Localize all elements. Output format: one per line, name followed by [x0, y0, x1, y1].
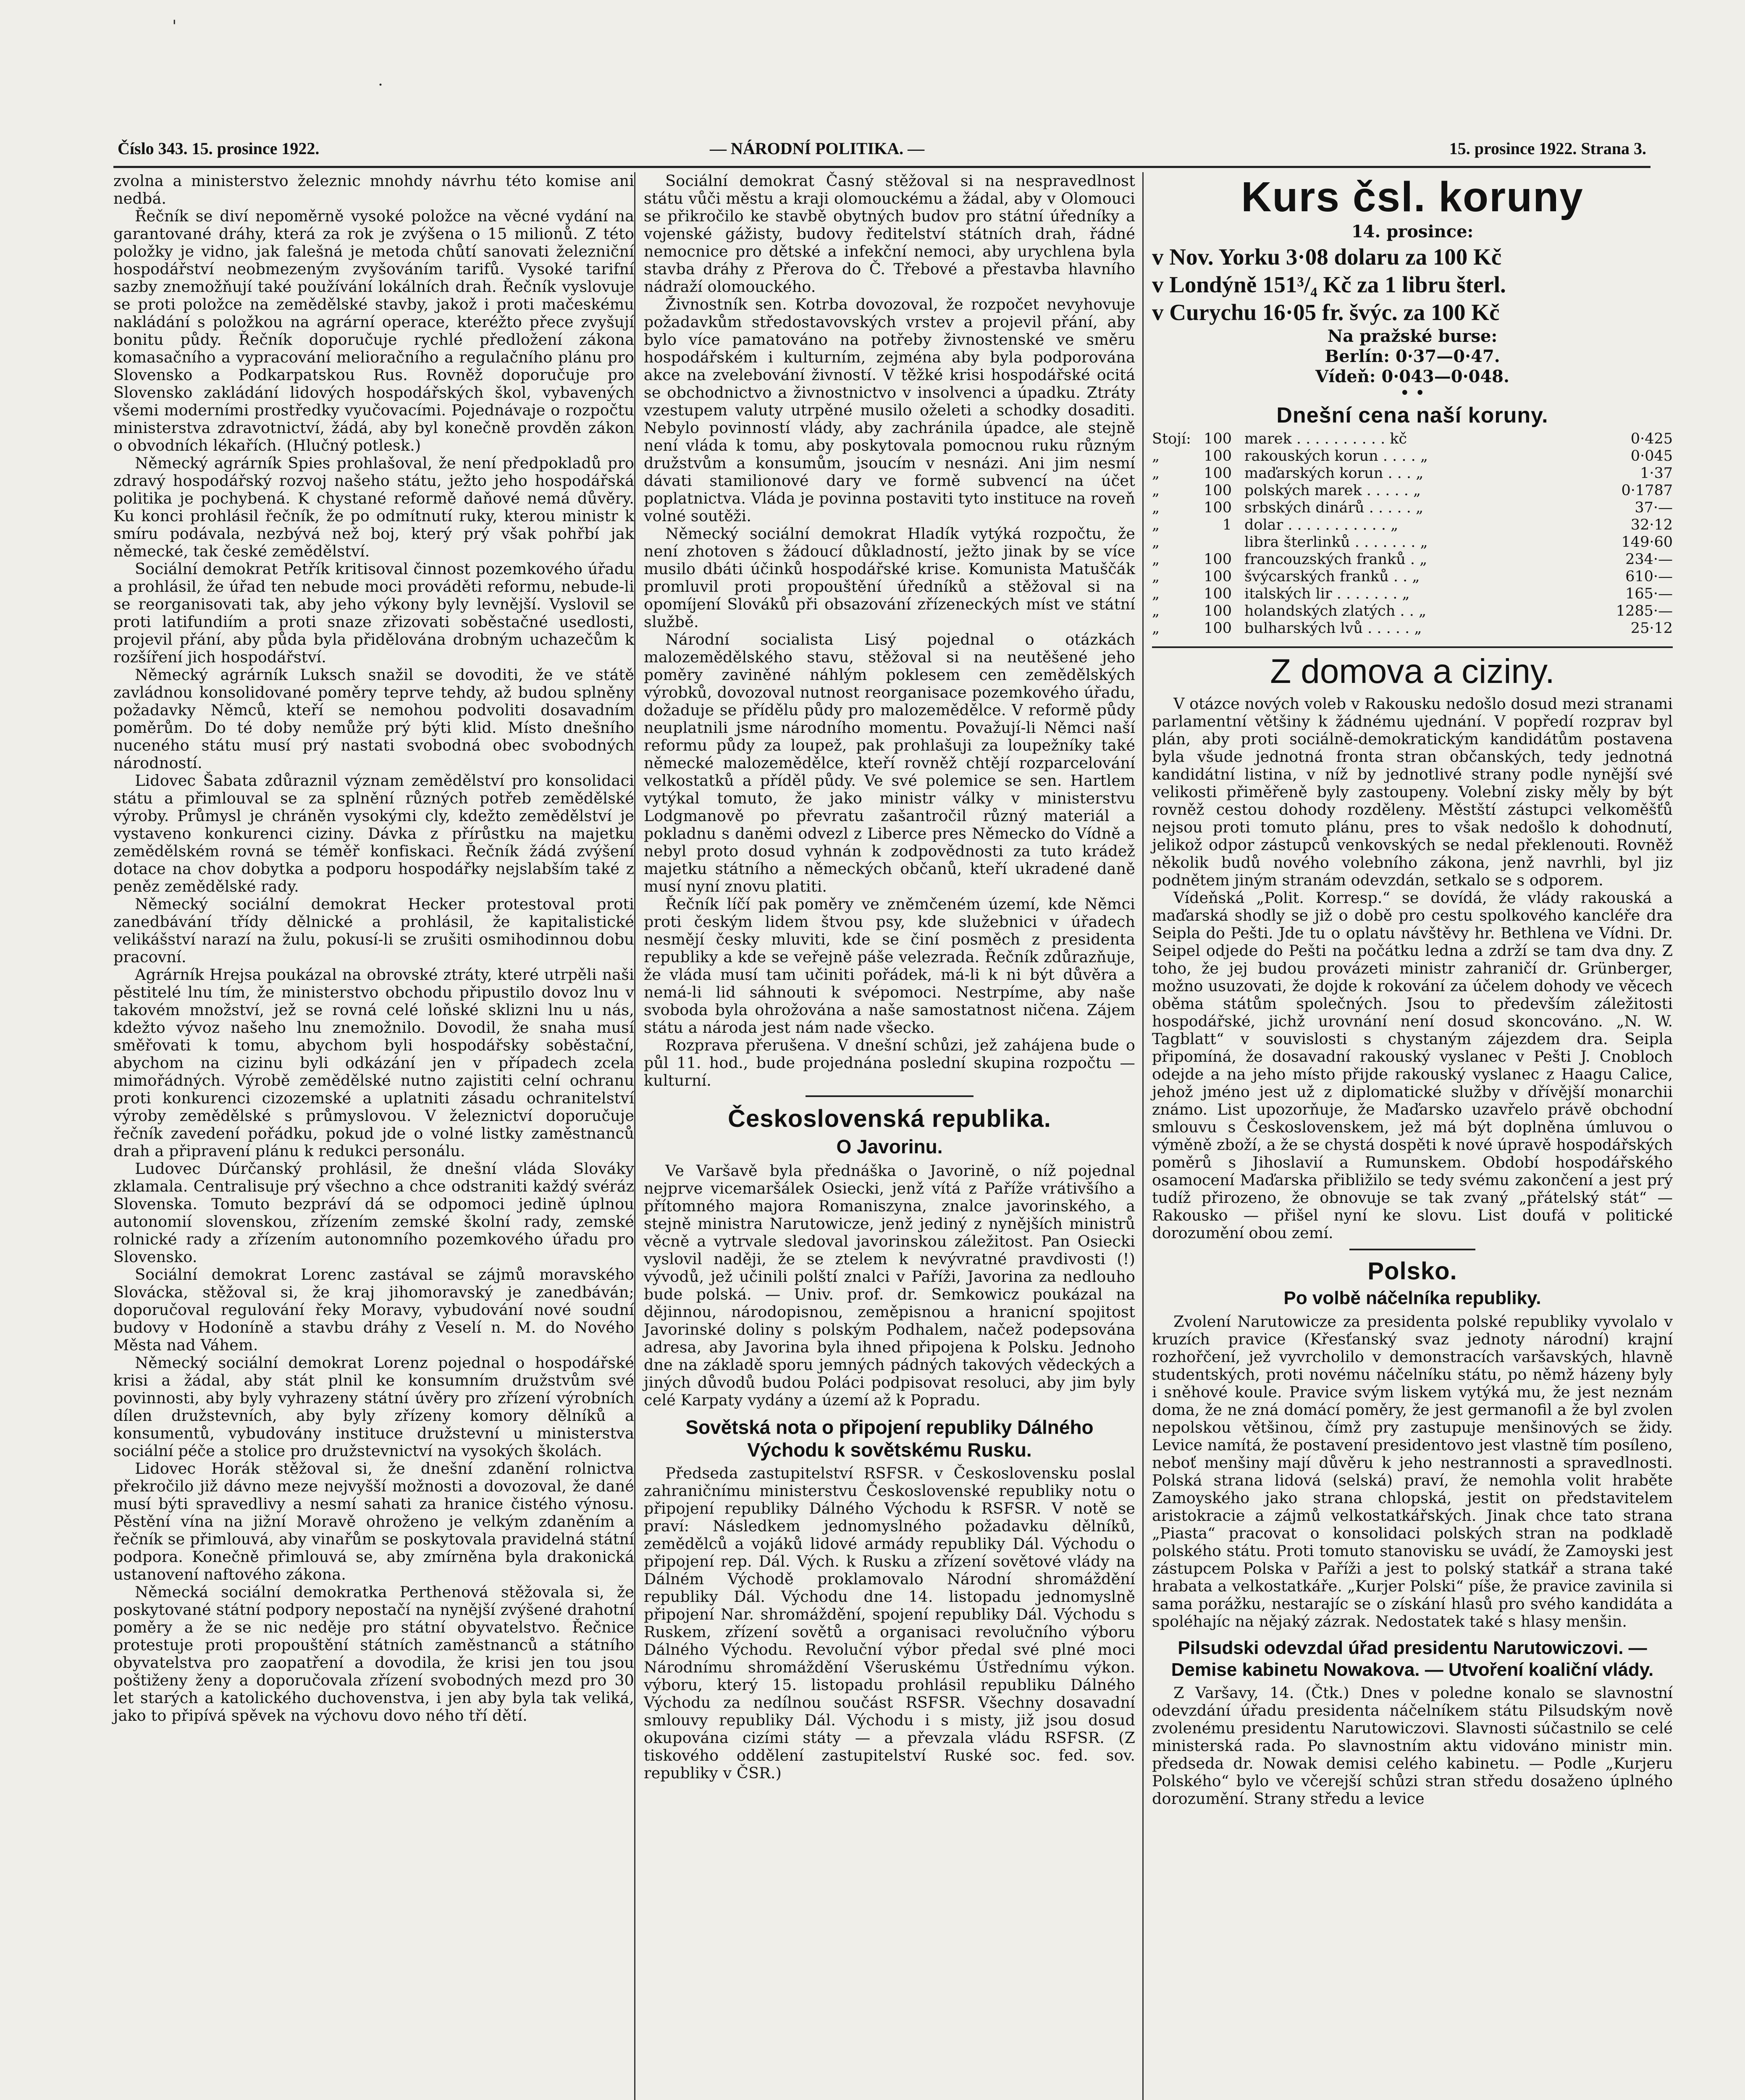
rate-unit: švýcarských franků . . „ — [1244, 568, 1420, 585]
section-title-poland: Polsko. — [1367, 1257, 1457, 1285]
paragraph: Národní socialista Lisý pojednal o otázkách malozemědělského stavu, stěžoval si na neutěšené jeho poměry zaviněné náhlým poklesem cen zemědělských výrobků, dovozoval nutnost reorganisace pozemkového úřadu, dožaduje se přídělu půdy pro malozemědělce. V reformě půdy neuplatnili jsme národního momentu. Považují-li Němci naší reformu půdy za loupež, pak prohlašuji za loupežníky také německé malozemědělce, kteří rovněž chtějí rozparcelování velkostatků a příděl půdy. Ve své polemice se sen. Hartlem vytýkal tomuto, že jako ministr války v ministerstvu Lodgmanově po převratu zašantročil různý materiál a pokladnu s daněmi odvezl z Liberce pres Německo do Vídně a nebyl proto dosud vyhnán k zodpovědnosti za tuto krádež majetku státního a německých občanů, kteří ukradené daně musí nyní znovu platiti. — [644, 630, 1135, 895]
rate-prefix: „ — [1152, 534, 1160, 551]
header-rule — [113, 166, 1651, 168]
rate-quantity — [1192, 534, 1232, 551]
paragraph: Vídeňská „Polit. Korresp.“ se dovídá, že vlády rakouská a maďarská shodly se již o době pro cestu spolkového kancléře dra Seipla do Pešti. Jde tu o oplatu návštěvy hr. Bethlena ve Vídni. Dr. Seipel odjede do Pešti na počátku ledna a zdrží se tam dva dny. Z toho, že jej budou provázeti ministr zahraničí dr. Grünberger, možno usuzovati, že dojde k rokování za účelem dohody ve věcech oběma státům společných. Jsou to především záležitosti hospodářské, jichž urovnání není dosud skoncováno. „N. W. Tagblatt“ v souvislosti s chystaným zájezdem dra. Seipla připomíná, že dosavadní rakouský vyslanec v Pešti J. Cnobloch odejde a na jeho místo přijde rakouský vyslanec z Haagu Calice, jehož jméno jest už z diplomatické služby v dřívější monarchii známo. List upozorňuje, že Maďarsko uzavřelo právě obchodní smlouvu s Československem, jež má být doplněna úmluvou o výměně zboží, a že se chystá dospěti k nové úpravě hospodářských poměrů s Jihoslavií a Rumunskem. Období hospodářského osamocení Maďarska přibližilo se tedy svému zakončení a jest prý tudíž přirozeno, že obnovuje se tak zvaný „přátelský stát“ — Rakousko — přišel nyní ke slovu. List doufá v politické dorozumění obou zemí. — [1152, 889, 1673, 1242]
article-body-election: Zvolení Narutowicze za presidenta polské republiky vyvolalo v kruzích pravice (Křesťanský svaz jednoty národní) krajní rozhořčení, jež vyvrcholilo v demonstracích varšavských, hlavně studentských, proti novému náčelníku státu, po němž házeny byly i sněhové koule. Pravice svým liskem vytýká mu, že jest neznám doma, že ne zná domácí poměry, že jest germanofil a že byl zvolen nepolskou většinou, čímž pry zastupuje menšinových se židy. Levice namítá, že postavení presidentovo jest vlastně tím posíleno, neboť menšiny mají důvěru k jeho nestrannosti a spravedlnosti. Polská strana lidová (selská) praví, že nemohla volit hraběte Zamoyského jako strana chlopská, jestit on představitelem aristokracie a zájmů velkostatkářských. Jinak chce tato strana „Piasta“ pracovat o konsolidaci polských stran na podkladě polského státu. Proti tomuto stanovisku se uvádí, že Zamoyski jest zástupcem Polska v Paříži a jest to polský statkář a strana také hrabata a velkostatkáře. „Kurjer Polski“ píše, že pravice zavinila si sama porážku, nestarajíc se o získání hlasů pro svého kandidáta a spoléhajíc na nějaký zázrak. Nedostatek také s hlasy menšin. — [1152, 1312, 1673, 1630]
crown-price-table — [1152, 430, 1673, 637]
rate-row — [1152, 620, 1673, 637]
rate-prefix: „ — [1152, 551, 1160, 568]
paragraph: Lidovec Šabata zdůraznil význam zemědělství pro konsolidaci státu a přimlouval se za splnění různých potřeb zemědělské výroby. Průmysl je chráněn vysokými cly, kdežto zemědělství je vystaveno konkurenci ciziny. Dávka z přírůstku na majetku zemědělském rovná se téměř konfiskaci. Řečník žádá zvýšení dotace na chov dobytka a podporu hospodářky nejslabším také z peněz zemědělské rady. — [113, 772, 634, 895]
home-abroad-articles — [1152, 695, 1673, 1242]
paragraph: Německá sociální demokratka Perthenová stěžovala si, že poskytované státní podpory nepostačí na nynější zvýšené drahotní poměry a že se nic neděje pro státní obyvatelstvo. Řečnice protestuje proti propouštění státních zaměstnanců a státního obyvatelstva pro zaopatření a dovodila, že krisi jen tou jsou poštiženy ženy a doporučovala zřízení svobodných mezd pro 30 let starých a katolického duchovenstva, i jen aby byla tak veliká, jako to připívá spěvek na výchovu dovo ného tří dětí. — [113, 1583, 634, 1725]
rate-unit: italských lir . . . . . . . „ — [1244, 585, 1410, 602]
paragraph: Agrárník Hrejsa poukázal na obrovské ztráty, které utrpěli naši pěstitelé lnu tím, že ministerstvo obchodu připustilo dovoz lnu v takovém množství, jež se rovná celé loňské sklizni lnu u nás, kdežto vývoz našeho lnu znemožnilo. Dovodil, že snaha musí směřovati k tomu, abychom byli hospodářsky soběstační, abychom na cizinu byli odkázání jen v případech zcela mimořádných. Výrobě zemědělské nutno zajistiti celní ochranu proti konkurenci cizozemské a uplatniti zásadu ochranitelství výroby zemědělské s průmyslovou. V železnictví doporučuje řečník zavedení pořádku, pokud jde o volné listky zaměstnanců drah a připravení plánu k redukci personálu. — [113, 966, 634, 1160]
rate-quantity: 100 — [1204, 465, 1232, 482]
rate-vienna: Vídeň: 0·043—0·048. — [1315, 367, 1509, 386]
article-title-election: Po volbě náčelníka republiky. — [1283, 1288, 1541, 1308]
section-divider — [1152, 646, 1673, 648]
article-title-pilsudski: Pilsudski odevzdal úřad presidentu Narutowiczovi. — Demise kabinetu Nowakova. — Utvoření koaliční vlády. — [1171, 1638, 1654, 1680]
paragraph: V otázce nových voleb v Rakousku nedošlo dosud mezi stranami parlamentní většiny k žádnému ujednání. V popředí rozprav byl plán, aby proti sociálně-demokratickým kandidátům postavena byla všude jednotná fronta stran občanských, tedy jednotná kandidátní listina, v níž by jednotlivé strany podle nynější své velikosti přiměřeně byly zastoupeny. Volební zisky měly by být rovněž cestou dohody rozděleny. Městští zástupci velkoměšťů nejsou proti tomuto plánu, pres to však nedošlo k dohodnutí, jelikož odpor zástupců venkovských se nedal překlenouti. Rovněž několik budů nového volebního zákona, jenž navrhli, byl jiz podnětem jiným stranám odevzdán, setkalo se s odporem. — [1152, 695, 1673, 889]
rate-quantity: 100 — [1204, 448, 1232, 465]
rate-row — [1152, 534, 1673, 551]
newspaper-title: — NÁRODNÍ POLITIKA. — — [710, 139, 925, 158]
section-title-cs-republic: Československá republika. — [728, 1105, 1051, 1132]
rate-quantity: 100 — [1204, 499, 1232, 516]
crown-price-title: Dnešní cena naší koruny. — [1276, 403, 1548, 428]
rate-unit: dolar . . . . . . . . . . . „ — [1244, 517, 1399, 533]
rate-unit: francouzských franků . „ — [1244, 551, 1427, 568]
rate-unit: marek . . . . . . . . . . kč — [1244, 430, 1407, 447]
column-1 — [113, 172, 634, 2100]
rate-value: 149·60 — [1621, 534, 1673, 551]
paragraph: Německý agrárník Spies prohlašoval, že není předpokladů pro zdravý hospodářský rozvoj našeho státu, ježto jeho hospodářská politika je pochybená. K chystané reformě daňové nemá důvěry. Ku konci prohlásil řečník, že po odmítnutí ruky, kterou ministr k smíru podávala, nezbývá než boj, který prý však pohřbí jak německé, tak české zemědělství. — [113, 454, 634, 560]
rate-row — [1152, 517, 1673, 534]
rate-unit: holandských zlatých . . „ — [1244, 603, 1427, 620]
rate-unit: bulharských lvů . . . . . „ — [1244, 620, 1422, 637]
currency-rate-date: 14. prosince: — [1351, 222, 1474, 242]
article-title-javorina: O Javorinu. — [836, 1136, 943, 1158]
rate-row — [1152, 448, 1673, 465]
rate-unit: srbských dinárů . . . . . „ — [1244, 499, 1424, 516]
section-divider — [806, 1095, 974, 1097]
paragraph: Německý sociální demokrat Hladík vytýká rozpočtu, že není zhotoven s žádoucí důkladností, ježto jinak by se více musilo dbáti účinků hospodářské krise. Komunista Matuščák promluvil proti propouštění úředníků a stěžoval si na opomíjení Slováků při obsazování zřízeneckých míst ve státní službě. — [644, 525, 1135, 631]
rate-unit: rakouských korun . . . . „ — [1244, 448, 1428, 465]
paragraph: Německý agrárník Luksch snažil se dovoditi, že ve státě zavládnou konsolidované poměry teprve tehdy, až budou splněny požadavky Němců, kteří se nemohou podvoliti dosavadním poměrům. Do té doby nemůže prý býti klid. Místo dnešního nuceného státu musí prý nastati svobodná obec svobodných národností. — [113, 666, 634, 772]
paragraph: Sociální demokrat Petřík kritisoval činnost pozemkového úřadu a prohlásil, že úřad ten nebude moci prováděti reformu, nebude-li se reorganisovati tak, aby jeho výkony byly levnější. Vyslovil se proti latifundiím a proti snaze zřizovati soběstačné usedlosti, projevil přání, aby půda byla přidělována drobným uchazečům k rozšíření jich hospodářství. — [113, 560, 634, 666]
rate-prefix: „ — [1152, 603, 1160, 620]
article-body-javorina: Ve Varšavě byla přednáška o Javorině, o níž pojednal nejprve vicemaršálek Osiecki, jenž vítá z Paříže vrátivšího a přítomného majora Romaniszyna, znalce javorinského, a stejně ministra Narutowicze, jenž jediný z nynějších ministrů věcně a vytrvale sledoval javorinskou záležitost. Pan Osiecki vyslovil naději, že se ztelem k nevývratné pravdivosti (!) vývodů, jež učinili polští znalci v Paříži, Javorina za nedlouho bude polská. — Univ. prof. dr. Semkowicz poukázal na dějinnou, národopisnou, zeměpisnou a hranicní spojitost Javorinské doliny s polským Podhalem, načež podepsována adresa, aby Javorina byla ihned připojena k Polsku. Jednoho dne na základě sporu jemných pádných takových vědeckých a jiných důvodů budou Poláci podpisovat resoluci, aby jim byly celé Karpaty vydány a území až k Popradu. — [644, 1162, 1135, 1409]
rate-value: 25·12 — [1630, 620, 1673, 637]
prague-exchange-heading: Na pražské burse: — [1327, 326, 1498, 346]
rate-quantity: 100 — [1204, 568, 1232, 585]
separator-dots: • • — [1400, 383, 1425, 403]
paragraph: Živnostník sen. Kotrba dovozoval, že rozpočet nevyhovuje požadavkům středostavovských vrstev a projevil přání, aby bylo více pamatováno na potřeby živnostenské ve směru hospodářském i kulturním, zejména aby byla podporována akce na zvelebování živností. V těžké krisi hospodářské ocitá se obchodnictvo a živnostnictvo v insolvenci a úpadku. Ztráty vzestupem valuty utrpěné musilo oželeti a schodky dosaditi. Nebylo povinností vlády, aby zachránila úpadce, ale stejně není vláda k tomu, aby poskytovala pomocnou ruku různým družstvům a konsumům, jsoucím v nesnázi. Ani jim nesmí dávati stamilionové dary ve formě subvencí na účet poplatnictva. Vláda je povinna postaviti tyto instituce na roveň volné soutěži. — [644, 295, 1135, 525]
rate-quantity: 100 — [1204, 585, 1232, 602]
rate-value: 1·37 — [1640, 465, 1673, 482]
paragraph: Lidovec Horák stěžoval si, že dnešní zdanění rolnictva překročilo již dávno meze nejvyšší možnosti a dovozoval, že dané musí býti spravedlivy a nesmí sahati za hranice čistého výnosu. Pěstění vína na jižní Moravě ohroženo je velkým zdaněním a řečník se přimlouvá, aby vinařům se poskytovala pravidelná státní podpora. Konečně přimlouvá se, aby zmírněna byla drakonická ustanovení naftového zákona. — [113, 1460, 634, 1583]
paragraph: Řečník líčí pak poměry ve zněmčeném území, kde Němci proti českým lidem štvou psy, kde služebnici v úřadech nesmějí česky mluviti, kde se činí posměch z presidenta republiky a kde se veřejně páše velezrada. Řečník zdůrazňuje, že vláda musí tam učiniti pořádek, má-li k ni být důvěra a nemá-li lid sáhnouti k svépomoci. Nestrpíme, aby naše svoboda byla ohrožována a naše samostatnost ničena. Zájem státu a národa jest nám nade všecko. — [644, 895, 1135, 1037]
column-2 — [634, 172, 1135, 2100]
rate-quantity: 100 — [1204, 620, 1232, 637]
rate-quantity: 1 — [1222, 517, 1232, 533]
rate-value: 610·— — [1625, 568, 1673, 585]
rate-berlin: Berlín: 0·37—0·47. — [1325, 346, 1500, 366]
paragraph: Sociální demokrat Lorenc zastával se zájmů moravského Slovácka, stěžoval si, že kraj jihomoravský je zanedbáván; doporučoval regulování řeky Moravy, vybudování nové soudní budovy v Hodoníně a stavbu dráhy z Veselí n. M. do Nového Města nad Váhem. — [113, 1265, 634, 1354]
paragraph: Řečník se diví nepoměrně vysoké položce na věcné vydání na garantované dráhy, která za rok je zvýšena o 15 milionů. Z této položky je vidno, jak falešná je metoda chůtí sanovati železniční hospodářství neobmezeným zvyšováním tarifů. Vysoké tarifní sazby znemožňují také používání lokálních drah. Řečník vyslovuje se proti položce na zemědělské stavby, jakož i proti mačeskému nakládání s položkou na agrární operace, kteréžto přece zvyšují bonitu půdy. Řečník doporučuje rychlé předložení zákona komasačního a vypracování melioračního a regulačního plánu pro Slovensko a Podkarpatskou Rus. Rovněž doporučuje pro Slovensko zakládání lidových hospodářských škol, vybavených všemi moderními prostředky vyučovacími. Pojednávaje o rozpočtu ministerstva zdravotnictví, žádá, aby byl konečně provděn zákon o obvodních lékařích. (Hlučný potlesk.) — [113, 207, 634, 454]
rate-prefix: „ — [1152, 568, 1160, 585]
rate-london: v Londýně 151³/₄ Kč za 1 libru šterl. — [1152, 272, 1506, 297]
rate-value: 32·12 — [1630, 517, 1673, 533]
rate-row — [1152, 585, 1673, 603]
scan-mark: · — [378, 76, 383, 94]
rate-prefix: „ — [1152, 448, 1160, 465]
rate-row — [1152, 568, 1673, 585]
article-title-soviet-note: Sovětská nota o připojení republiky Dálného Východu k sovětskému Rusku. — [685, 1416, 1094, 1461]
rate-new-york: v Nov. Yorku 3·08 dolaru za 100 Kč — [1152, 244, 1502, 270]
rate-prefix: „ — [1152, 499, 1160, 516]
rate-row — [1152, 482, 1673, 499]
paragraph: Ludovec Dúrčanský prohlásil, že dnešní vláda Slováky zklamala. Centralisuje prý všechno a chce odstraniti každý svéráz Slovenska. Tomuto bezpráví dá se odpomoci jedině úplnou autonomií slovenskou, zřízením zemské školní rady, zemské rolnické rady a zřízením autonomního pozemkového úřadu pro Slovensko. — [113, 1160, 634, 1266]
section-divider — [1349, 1249, 1475, 1250]
page-header — [118, 139, 1646, 164]
paragraph: Německý sociální demokrat Lorenz pojednal o hospodářské krisi a žádal, aby stát plnil ke konsumním družstvům své povinnosti, aby byly vyhrazeny státní úvěry pro zřízení výrobních dílen družstevních, aby byly zřízeny komory dělníků a konsumentů, vybudovány instituce družstevní u ministerstva sociální péče a stolice pro družstevnictví na vysokých školách. — [113, 1354, 634, 1460]
rate-prefix: „ — [1152, 517, 1160, 533]
rate-value: 37·— — [1635, 499, 1673, 516]
currency-rate-title: Kurs čsl. koruny — [1241, 173, 1584, 220]
rate-prefix: „ — [1152, 465, 1160, 482]
paragraph: Německý sociální demokrat Hecker protestoval proti zanedbávání třídy dělnické a prohlásil, že kapitalistické velikášství narazí na žulu, pokusí-li se zrušiti osmihodinnou dobu pracovní. — [113, 895, 634, 966]
issue-number: Číslo 343. 15. prosince 1922. — [118, 139, 320, 158]
paragraph: zvolna a ministerstvo železnic mnohdy návrhu této komise ani nedbá. — [113, 172, 634, 207]
rate-prefix: Stojí: — [1152, 430, 1191, 447]
rate-value: 0·045 — [1630, 448, 1673, 465]
rate-prefix: „ — [1152, 482, 1160, 499]
rate-zurich: v Curychu 16·05 fr. švýc. za 100 Kč — [1152, 299, 1500, 325]
rate-unit: polských marek . . . . . „ — [1244, 482, 1421, 499]
date-and-page: 15. prosince 1922. Strana 3. — [1449, 139, 1646, 158]
rate-row — [1152, 551, 1673, 568]
rate-value: 165·— — [1625, 585, 1673, 602]
paragraph: Rozprava přerušena. V dnešní schůzi, jež zahájena bude o půl 11. hod., bude projednána poslední skupina rozpočtu — kulturní. — [644, 1036, 1135, 1089]
paragraph: Sociální demokrat Časný stěžoval si na nespravedlnost státu vůči městu a kraji olomouckému a žádal, aby v Olomouci se přikročilo ke stavbě obytných budov pro státní úředníky a vojenské gážisty, budovy ředitelství státních drah, řádné nemocnice pro dětské a infekční nemoci, aby urychlena byla stavba dráhy z Přerova do Č. Třebové a přestavba hlavního nádraží olomouckého. — [644, 172, 1135, 296]
column-3 — [1142, 172, 1673, 2100]
rate-unit: maďarských korun . . . „ — [1244, 465, 1424, 482]
section-title-home-abroad: Z domova a ciziny. — [1270, 652, 1555, 690]
rate-quantity: 100 — [1204, 430, 1232, 447]
rate-prefix: „ — [1152, 585, 1160, 602]
rate-row — [1152, 603, 1673, 620]
rate-quantity: 100 — [1204, 603, 1232, 620]
rate-row — [1152, 430, 1673, 448]
rate-quantity: 100 — [1204, 551, 1232, 568]
rate-row — [1152, 499, 1673, 517]
rate-value: 0·425 — [1630, 430, 1673, 447]
rate-unit: libra šterlinků . . . . . . . „ — [1244, 534, 1428, 551]
article-body-pilsudski: Z Varšavy, 14. (Čtk.) Dnes v poledne konalo se slavnostní odevzdání úřadu presidenta náčelníkem státu Pilsudským nově zvolenému presidentu Narutowiczovi. Slavnosti súčastnilo se celé ministerská rada. Po slavnostním aktu vidováno ministr min. předseda dr. Nowak demisi celého kabinetu. — Podle „Kurjeru Polského“ bylo ve včerejší schůzi stran středu dosaženo úplného dorozumění. Strany středu a levice — [1152, 1684, 1673, 1808]
rate-value: 234·— — [1625, 551, 1673, 568]
rate-value: 0·1787 — [1621, 482, 1673, 499]
rate-prefix: „ — [1152, 620, 1160, 637]
rate-quantity: 100 — [1204, 482, 1232, 499]
parliament-debate-continuation — [644, 172, 1135, 1089]
scan-mark: ' — [172, 17, 177, 35]
article-body-soviet-note: Předseda zastupitelství RSFSR. v Československu poslal zahraničnímu ministerstvu Československé republiky notu o připojení republiky Dálného Východu k RSFSR. V notě se praví: Následkem jednomyslného požadavku dělníků, zemědělců a vojáků lidové armády republiky Dál. Východu o připojení rep. Dál. Vých. k Rusku a zřízení sovětové vlády na Dálném Východě proklamovalo Národní shromáždění republiky Dál. Východu dne 14. listopadu jednomyslně připojení Nar. shromáždění, spojení republiky Dál. Východu s Ruskem, zřízení sovětů a organisaci revolučního výboru Dálného Východu. Revoluční výbor předal své plné moci Národnímu shromáždění Všeruskému Ústřednímu výkon. výboru, který 15. listopadu prohlásil republiku Dálného Východu za nedílnou součást RSFSR. Všechny dosavadní smlouvy republiky Dál. Východu i s misty, již jsou dosud okupována cizími státy — a převzala vládu RSFSR. (Z tiskového oddělení zastupitelství Ruské soc. fed. sov. republiky v ČSR.) — [644, 1464, 1135, 1782]
rate-row — [1152, 465, 1673, 482]
rate-value: 1285·— — [1616, 603, 1673, 620]
